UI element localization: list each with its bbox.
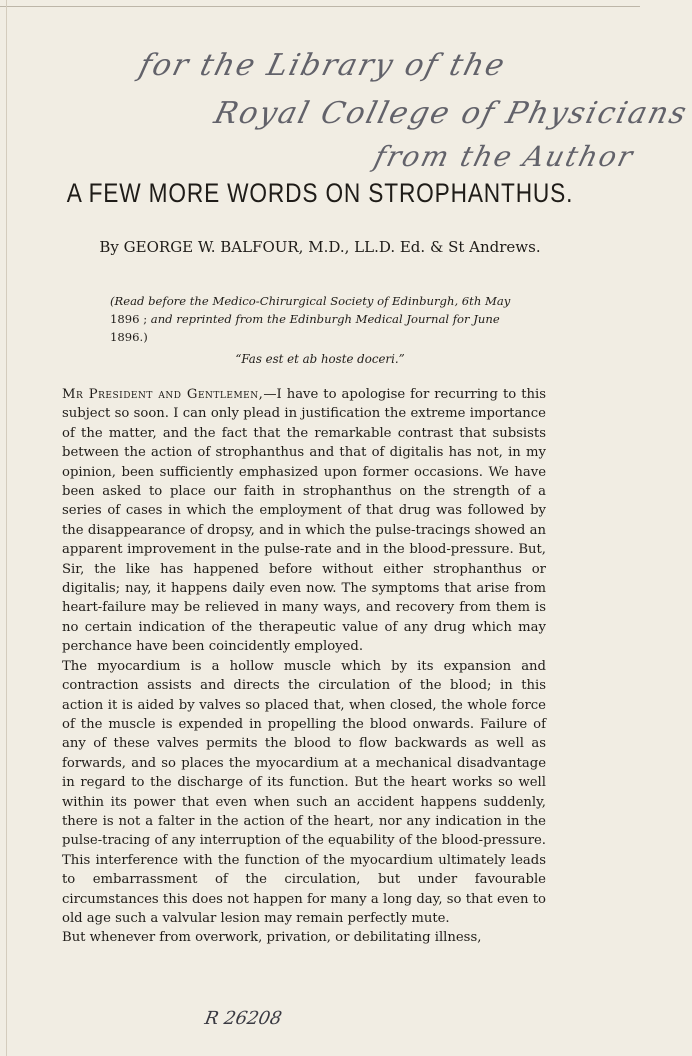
left-edge-line: [6, 0, 7, 1056]
epigraph: “Fas est et ab hoste doceri.”: [235, 352, 405, 366]
paragraph-1-text: —I have to apologise for recurring to this subject so soon. I can only plead in justification the extreme importance of the matter, and the fact that the remarkable contrast that subsists between the action of strophanthus and that of digitalis has not, in my opinion, been sufficiently emphasized upon former occasions. We have been asked to place our faith in strophanthus on the strength of a series of cases in which the employment of that drug was followed by the disappearance of dropsy, and in which the pulse-tracings showed an apparent improvement in the pulse-rate and in the blood-pressure. But, Sir, the like has happened before without either strophanthus or digitalis; nay, it happens daily even now. The symptoms that arise from heart-failure may be relieved in many ways, and recovery from them is no certain indication of the therapeutic value of any drug which may perchance have been coincidently employed.: [62, 387, 546, 655]
inscription-line-2: Royal College of Physicians: [210, 96, 692, 131]
body-text: [62, 385, 546, 948]
author-byline: By GEORGE W. BALFOUR, M.D., LL.D. Ed. & St Andrews.: [99, 238, 541, 256]
publication-note: [110, 292, 540, 346]
inscription-line-3: from the Author: [370, 140, 638, 173]
paragraph-1: [62, 385, 546, 657]
paper-title: A FEW MORE WORDS ON STROPHANTHUS.: [66, 178, 574, 208]
inscription-line-1: for the Library of the: [135, 48, 510, 83]
paragraph-3: But whenever from overwork, privation, or debilitating illness,: [62, 930, 482, 946]
top-edge-line: [0, 6, 640, 7]
handwritten-shelfmark: R 26208: [203, 1008, 284, 1029]
publication-note-part-2: and reprinted from the Edinburgh Medical Journal for June: [150, 312, 500, 326]
publication-note-part-1: (Read before the Medico-Chirurgical Society of Edinburgh, 6th May: [110, 294, 511, 308]
handwritten-inscription: [120, 28, 692, 178]
publication-note-year-1: 1896 ;: [110, 312, 151, 326]
publication-note-year-2: 1896.): [110, 330, 148, 344]
salutation: Mr President and Gentlemen,: [62, 387, 264, 402]
paragraph-2: The myocardium is a hollow muscle which by its expansion and contraction assists and directs the circulation of the blood; in this action it is aided by valves so placed that, when closed, the whole force of the muscle is expended in propelling the blood onwards. Failure of any of these valves permits the blood to flow backwards as well as forwards, and so places the myocardium at a mechanical disadvantage in regard to the discharge of its function. But the heart works so well within its power that even when such an accident happens suddenly, there is not a falter in the action of the heart, nor any indication in the pulse-tracing of any interruption of the equability of the blood-pressure. This interference with the function of the myocardium ultimately leads to embarrassment of the circulation, but under favourable circumstances this does not happen for many a long day, so that even to old age such a valvular lesion may remain perfectly mute.: [62, 658, 546, 926]
